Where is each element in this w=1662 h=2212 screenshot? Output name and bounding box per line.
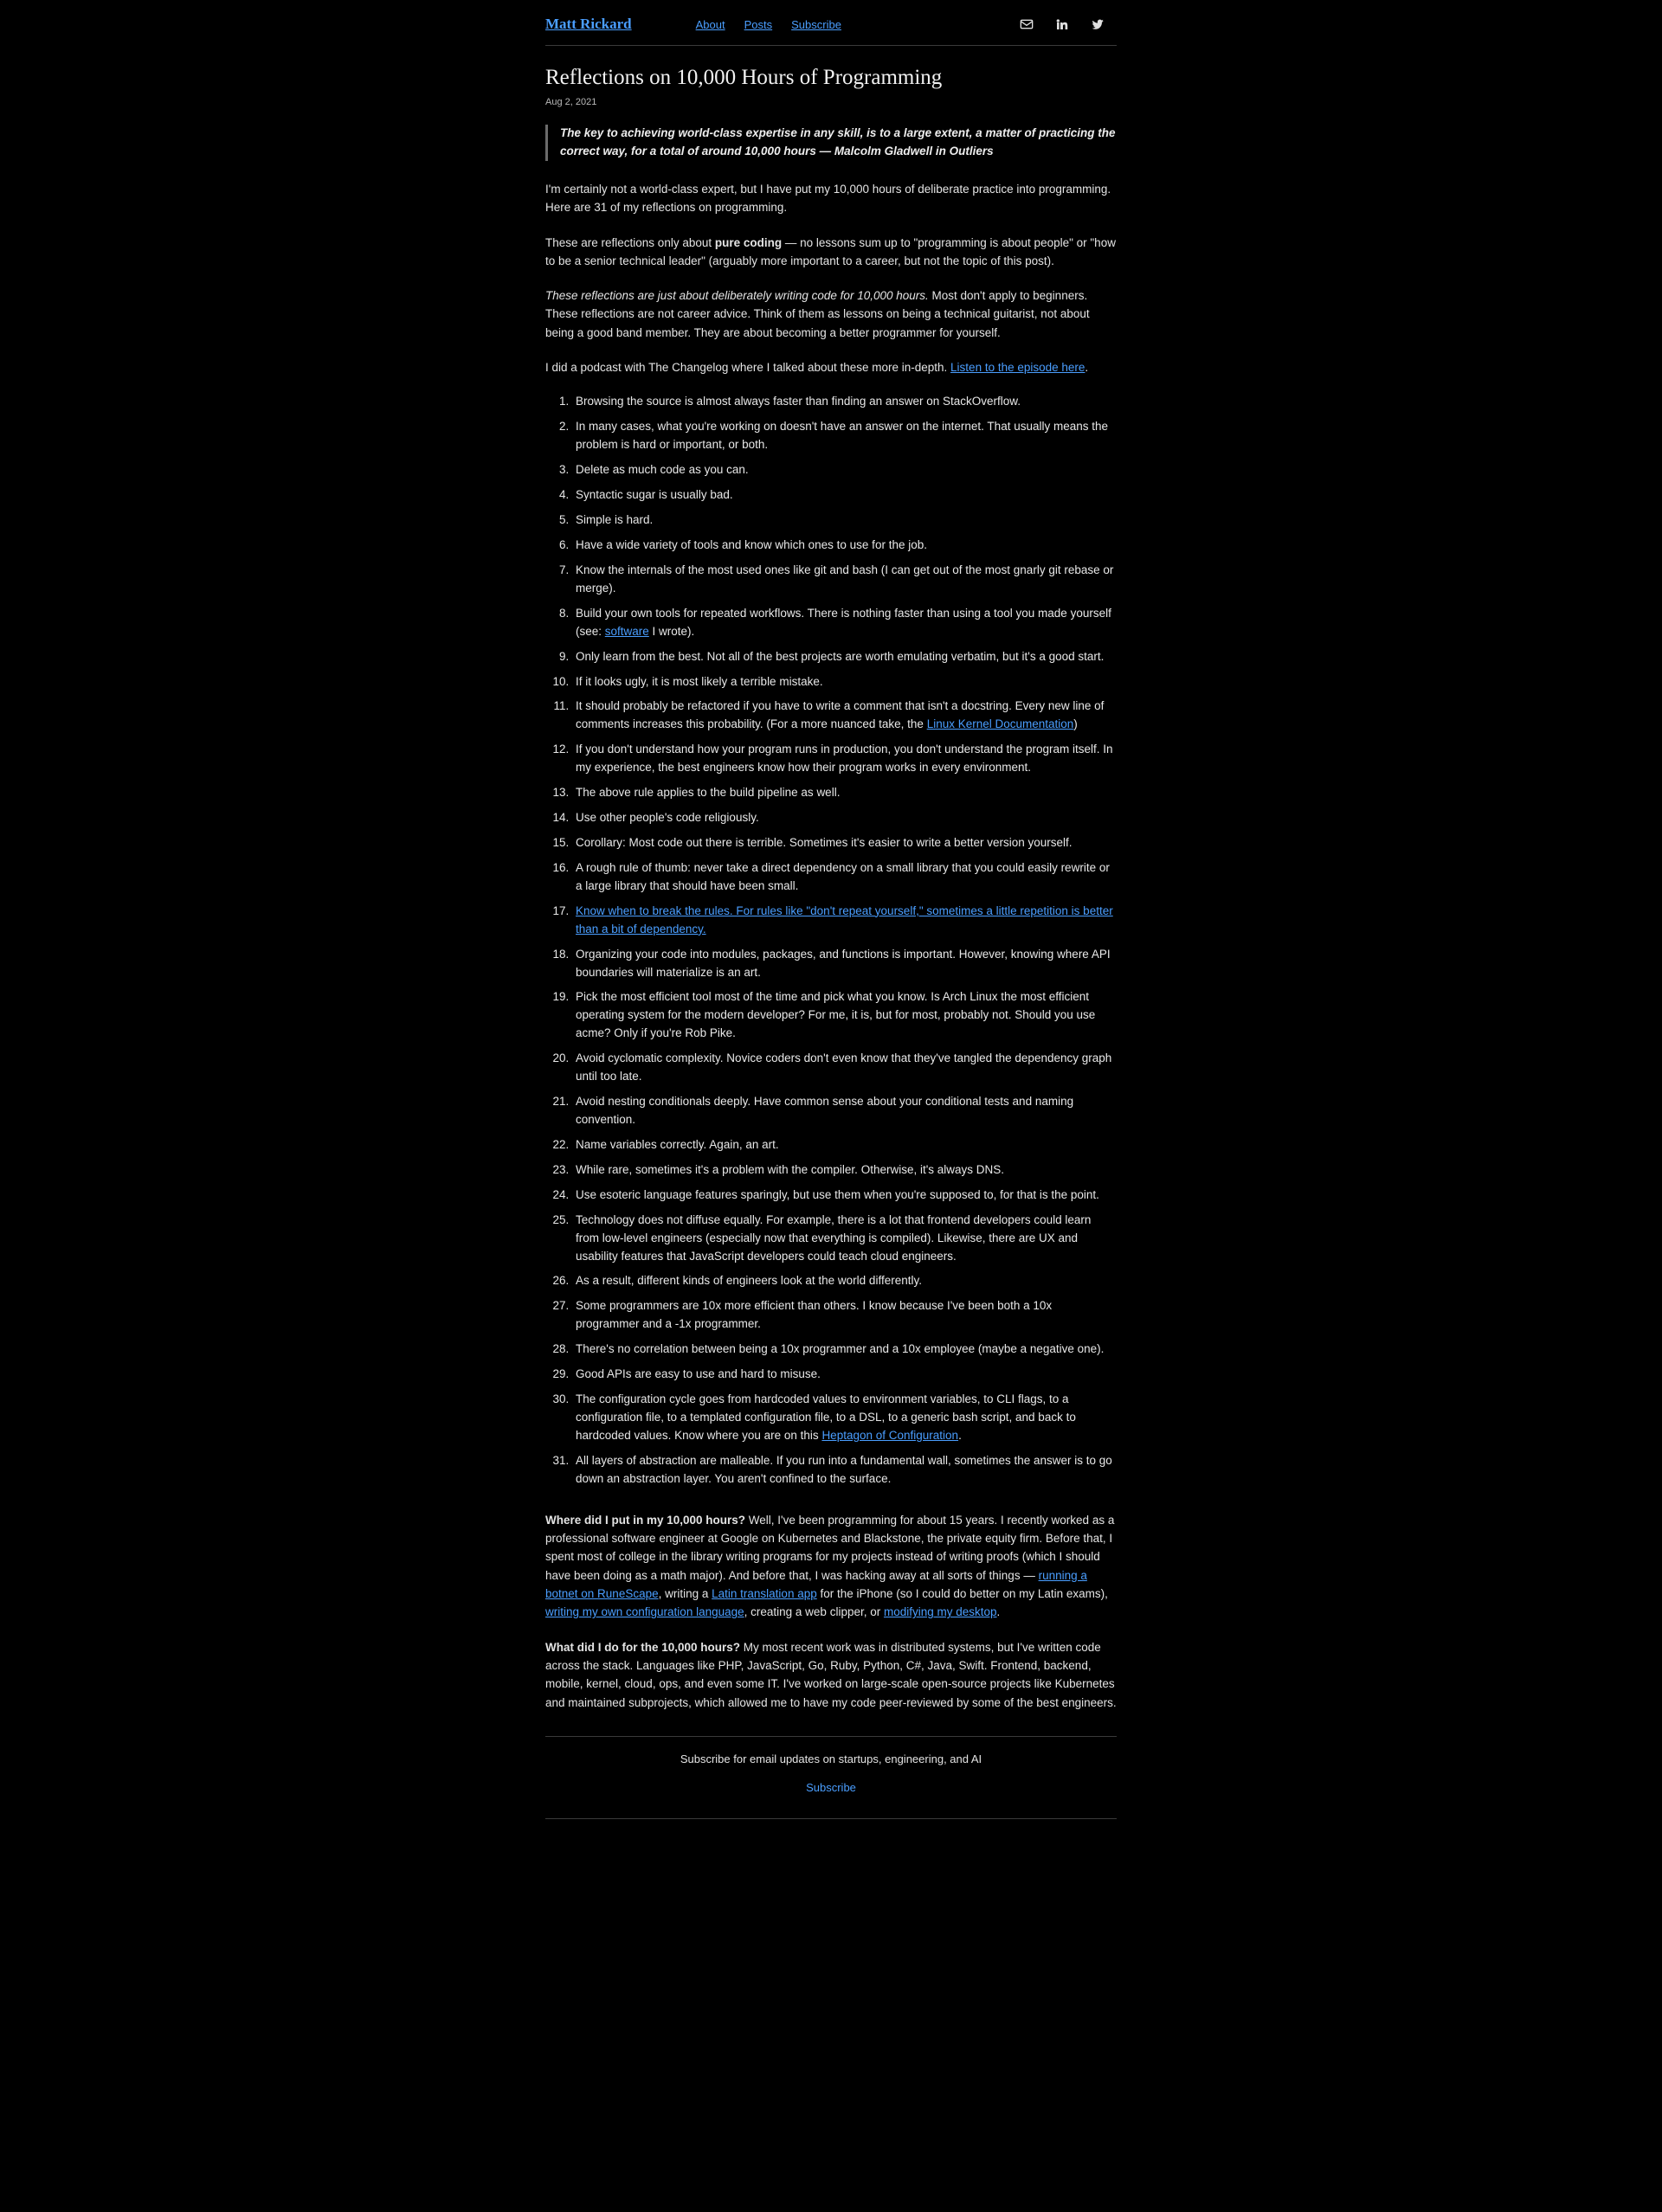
what-text: My most recent work was in distributed systems, but I've written code across the stack. Languages like PHP, JavaScript, Go, Ruby, Python, C#, Java, Swift. Frontend, backend, mobile, kernel, cloud, ops, and even some IT. I've worked on large-scale open-source projects like Kubernetes and maintained subprojects, which allowed me to have my code peer-reviewed by some of the best engineers. [545,1640,1117,1709]
list-item: 13. The above rule applies to the build pipeline as well. [572,784,1117,802]
list-item: 23. While rare, sometimes it's a problem with the compiler. Otherwise, it's always DNS. [572,1161,1117,1180]
nav-item-subscribe[interactable]: Subscribe [791,17,841,31]
where-label: Where did I put in my 10,000 hours? [545,1513,746,1527]
page-title: Reflections on 10,000 Hours of Programming [545,66,943,89]
where-text-4: , creating a web clipper, or [744,1605,884,1619]
list-item: 20. Avoid cyclomatic complexity. Novice coders don't even know that they've tangled the dependency graph until too late. [572,1050,1117,1086]
software-link[interactable]: software [604,624,649,638]
footer-divider-bottom [545,1818,1117,1819]
list-item [572,903,1117,939]
list-item: 7. Know the internals of the most used ones like git and bash (I can get out of the most gnarly git rebase or merge). [572,562,1117,598]
linux-kernel-doc-link[interactable]: Linux Kernel Documentation [926,717,1074,731]
email-icon[interactable] [1020,17,1034,31]
article [545,46,1117,1712]
list-item: 25. Technology does not diffuse equally. For example, there is a lot that frontend developers could learn from low-level engineers (especially now that everything is compiled). Likewise, there are UX and usability features that JavaScript developers could teach cloud engineers. [572,1212,1117,1266]
where-text-2: , writing a [658,1586,712,1600]
what-label: What did I do for the 10,000 hours? [545,1640,741,1654]
item-11-text-a: It should probably be refactored if you have to write a comment that isn't a docstring. Every new line of comments increases this probability. (For a more nuanced take, the [576,699,1105,731]
list-item: 31. All layers of abstraction are malleable. If you run into a fundamental wall, sometimes the answer is to go down an abstraction layer. You aren't confined to the surface. [572,1452,1117,1489]
list-item: 14. Use other people's code religiously. [572,809,1117,827]
list-item: 12. If you don't understand how your program runs in production, you don't understand the program itself. In my experience, the best engineers know how their program works in every environment. [572,741,1117,777]
social-links [1020,17,1117,31]
list-item: 10. If it looks ugly, it is most likely a terrible mistake. [572,673,1117,691]
list-item: 5. Simple is hard. [572,511,1117,530]
podcast-text: I did a podcast with The Changelog where I talked about these more in-depth. [545,361,951,375]
publish-date: Aug 2, 2021 [545,97,597,107]
intro-3-italic: These reflections are just about deliberately writing code for 10,000 hours. [545,289,929,303]
pull-quote: The key to achieving world-class expertise in any skill, is to a large extent, a matter of practicing the correct way, for a total of around 10,000 hours — Malcolm Gladwell in Outliers [545,125,1117,161]
what-paragraph [545,1638,1117,1712]
item-30-text-b: . [958,1428,962,1442]
list-item: 24. Use esoteric language features sparingly, but use them when you're supposed to, for that is the point. [572,1186,1117,1205]
page-container [545,0,1117,1887]
main-nav [696,18,841,31]
list-item: 28. There's no correlation between being a 10x programmer and a 10x employee (maybe a negative one). [572,1341,1117,1359]
subscribe-text: Subscribe for email updates on startups, engineering, and AI [680,1752,982,1765]
runescape-link[interactable]: running a botnet on RuneScape [545,1568,1087,1600]
where-text-3: for the iPhone (so I could do better on my Latin exams), [816,1586,1108,1600]
list-item: 1. Browsing the source is almost always faster than finding an answer on StackOverflow. [572,393,1117,411]
where-paragraph [545,1511,1117,1622]
list-item: 3. Delete as much code as you can. [572,461,1117,479]
list-item: 9. Only learn from the best. Not all of the best projects are worth emulating verbatim, but it's a good start. [572,648,1117,666]
where-text-5: . [996,1605,1001,1619]
intro-paragraph-3 [545,286,1117,342]
linkedin-icon[interactable] [1055,17,1069,31]
subscribe-link-wrap [545,1781,1117,1794]
item-8-text-b: I wrote). [648,624,695,638]
list-item: 2. In many cases, what you're working on doesn't have an answer on the internet. That usually means the problem is hard or important, or both. [572,418,1117,454]
item-30-text-a: The configuration cycle goes from hardcoded values to environment variables, to CLI flags, to a configuration file, to a templated configuration file, to a DSL, to a generic bash script, and back to hardcoded values. Know where you are on this [576,1392,1076,1442]
list-item: 4. Syntactic sugar is usually bad. [572,486,1117,505]
heptagon-config-link[interactable]: Heptagon of Configuration [821,1428,959,1442]
latin-app-link[interactable]: Latin translation app [712,1586,817,1600]
list-item [572,1391,1117,1445]
list-item: 6. Have a wide variety of tools and know which ones to use for the job. [572,537,1117,555]
site-header [545,0,1117,46]
nav-item-posts[interactable]: Posts [744,17,773,31]
intro-2-bold: pure coding [714,235,783,249]
list-item: 15. Corollary: Most code out there is terrible. Sometimes it's easier to write a better version yourself. [572,834,1117,852]
intro-2-part-a: These are reflections only about [545,235,715,249]
list-item: 29. Good APIs are easy to use and hard to misuse. [572,1366,1117,1384]
nav-item-about[interactable]: About [695,17,725,31]
break-the-rules-link[interactable]: Know when to break the rules. For rules like "don't repeat yourself," sometimes a little repetition is better than a bit of dependency. [576,903,1113,936]
list-item [572,698,1117,734]
reflections-list [545,393,1117,1488]
subscribe-button[interactable]: Subscribe [806,1780,856,1794]
footer-divider-top [545,1736,1117,1737]
modifying-desktop-link[interactable]: modifying my desktop [883,1605,997,1619]
list-item: 19. Pick the most efficient tool most of the time and pick what you know. Is Arch Linux the most efficient operating system for the modern developer? For me, it is, but for most, probably not. Should you use acme? Only if you're Rob Pike. [572,988,1117,1043]
list-item: 21. Avoid nesting conditionals deeply. Have common sense about your conditional tests and naming convention. [572,1093,1117,1129]
intro-3-rest: Most don't apply to beginners. These reflections are not career advice. Think of them as lessons on being a technical guitarist, not about being a good band member. They are about becoming a better programmer for yourself. [545,289,1090,339]
list-item: 27. Some programmers are 10x more efficient than others. I know because I've been both a 10x programmer and a -1x programmer. [572,1297,1117,1334]
item-11-text-b: ) [1073,717,1078,731]
list-item [572,605,1117,641]
intro-paragraph-4 [545,358,1117,376]
intro-2-part-b: — no lessons sum up to "programming is about people" or "how to be a senior technical leader" (arguably more important to a career, but not the topic of this post). [545,235,1116,267]
config-language-link[interactable]: writing my own configuration language [545,1605,744,1619]
intro-paragraph-2 [545,234,1117,271]
item-8-text-a: Build your own tools for repeated workflows. There is nothing faster than using a tool you made yourself (see: [576,606,1111,638]
podcast-episode-link[interactable]: Listen to the episode here [950,361,1085,375]
twitter-icon[interactable] [1091,17,1105,31]
list-item: 18. Organizing your code into modules, packages, and functions is important. However, knowing where API boundaries will materialize is an art. [572,946,1117,982]
site-brand-link[interactable]: Matt Rickard [545,16,632,32]
where-text-1: Well, I've been programming for about 15 years. I recently worked as a professional software engineer at Google on Kubernetes and Blackstone, the private equity firm. Before that, I spent most of college in the library writing programs for my projects instead of writing proofs (which I should have been doing as a math major). And before that, I was hacking away at all sorts of things — [545,1513,1115,1582]
intro-paragraph-1: I'm certainly not a world-class expert, but I have put my 10,000 hours of deliberate practice into programming. Here are 31 of my reflections on programming. [545,182,1111,215]
list-item: 26. As a result, different kinds of engineers look at the world differently. [572,1272,1117,1290]
podcast-period: . [1085,361,1089,375]
list-item: 22. Name variables correctly. Again, an art. [572,1136,1117,1154]
list-item: 16. A rough rule of thumb: never take a direct dependency on a small library that you could easily rewrite or a large library that should have been small. [572,859,1117,896]
